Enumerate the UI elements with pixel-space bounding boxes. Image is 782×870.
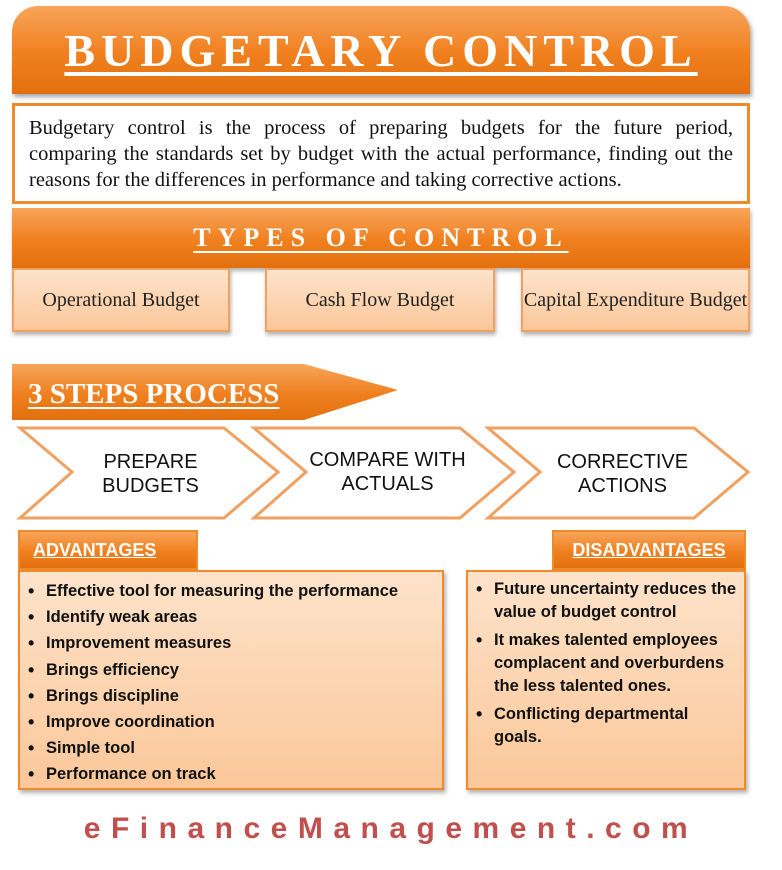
title-banner bbox=[12, 6, 750, 94]
advantage-item: • Simple tool bbox=[28, 735, 438, 761]
type-operational-budget: Operational Budget bbox=[12, 268, 230, 332]
types-banner bbox=[12, 208, 750, 268]
disadvantage-item: • Future uncertainty reduces the value of budget control bbox=[476, 578, 740, 624]
definition-box: Budgetary control is the process of preparing budgets for the future period, comparing the standards set by budget with the actual performance, finding out the reasons for the differences in performance and taking corrective actions. bbox=[12, 103, 750, 204]
step-prepare-budgets: PREPARE BUDGETS bbox=[102, 451, 199, 497]
disadvantage-item: • It makes talented employees complacent and overburdens the less talented ones. bbox=[476, 629, 740, 698]
advantages-heading: ADVANTAGES bbox=[18, 530, 198, 570]
steps-heading: 3 STEPS PROCESS bbox=[28, 378, 280, 410]
disadvantage-item: • Conflicting departmental goals. bbox=[476, 703, 740, 749]
footer-website: eFinanceManagement.com bbox=[83, 812, 699, 845]
type-capital-expenditure-budget: Capital Expenditure Budget bbox=[521, 268, 750, 332]
advantage-item: • Improve coordination bbox=[28, 709, 438, 735]
advantage-item: • Improvement measures bbox=[28, 630, 438, 656]
types-heading: TYPES OF CONTROL bbox=[193, 223, 569, 252]
disadvantages-box bbox=[466, 570, 746, 790]
advantage-item: • Identify weak areas bbox=[28, 604, 438, 630]
disadvantages-heading: DISADVANTAGES bbox=[552, 530, 746, 570]
advantage-item: • Effective tool for measuring the performance bbox=[28, 578, 438, 604]
page-title: BUDGETARY CONTROL bbox=[64, 24, 698, 76]
step-compare-with-actuals: COMPARE WITH ACTUALS bbox=[309, 449, 466, 495]
advantage-item: • Brings discipline bbox=[28, 683, 438, 709]
step-corrective-actions: CORRECTIVE ACTIONS bbox=[556, 451, 689, 497]
advantage-item: • Performance on track bbox=[28, 761, 438, 787]
advantages-box bbox=[18, 570, 444, 790]
advantage-item: • Brings efficiency bbox=[28, 657, 438, 683]
type-cash-flow-budget: Cash Flow Budget bbox=[265, 268, 495, 332]
